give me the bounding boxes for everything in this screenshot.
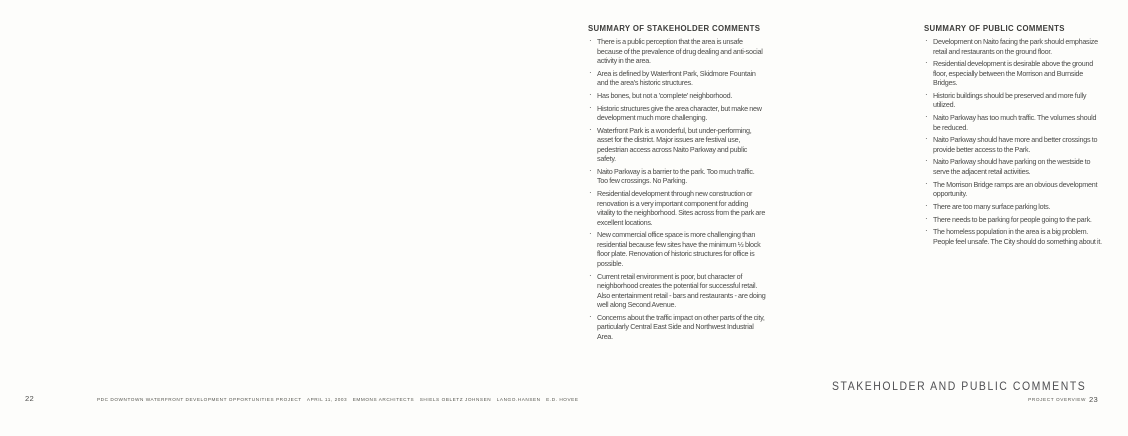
stakeholder-bullet-list xyxy=(588,37,766,341)
public-heading: SUMMARY OF PUBLIC COMMENTS xyxy=(924,24,1065,33)
page-number-left: 22 xyxy=(25,394,35,403)
bullet-icon: · xyxy=(589,124,592,134)
bullet-icon: · xyxy=(589,89,592,99)
bullet-icon: · xyxy=(925,226,928,236)
bullet-item xyxy=(924,135,1102,154)
bullet-icon: · xyxy=(925,213,928,223)
page-number-right: 23 xyxy=(1088,395,1098,404)
bullet-text: Concerns about the traffic impact on other parts of the city, particularly Central East Side and Northwest Industrial Area. xyxy=(597,312,765,341)
bullet-icon: · xyxy=(925,178,928,188)
bullet-item xyxy=(924,202,1102,212)
public-comments-section xyxy=(924,24,1102,249)
bullet-icon: · xyxy=(589,311,592,321)
bullet-text: There is a public perception that the area is unsafe because of the prevalence of drug dealing and anti-social activity in the area. xyxy=(597,37,763,65)
bullet-item xyxy=(588,37,766,66)
bullet-item xyxy=(588,104,766,123)
bullet-text: Naito Parkway has too much traffic. The volumes should be reduced. xyxy=(933,113,1097,132)
bullet-item xyxy=(588,167,766,186)
bullet-text: There needs to be parking for people going to the park. xyxy=(933,214,1092,224)
bullet-text: Historic buildings should be preserved and more fully utilized. xyxy=(933,90,1087,110)
bullet-item xyxy=(588,230,766,268)
bullet-item xyxy=(924,157,1102,176)
bullet-text: There are too many surface parking lots. xyxy=(933,201,1051,211)
bullet-icon: · xyxy=(589,102,592,112)
bullet-text: Residential development is desirable above the ground floor, especially between the Morrison and Burnside Bridges. xyxy=(933,59,1093,88)
bullet-icon: · xyxy=(589,165,592,175)
bullet-text: Residential development through new construction or renovation is a very important component for adding vitality to the neighborhood. Sites across from the park are excellent locations. xyxy=(597,189,766,227)
bullet-text: Current retail environment is poor, but character of neighborhood creates the potential for successful retail. Also entertainment retail - bars and restaurants - are doing well along Second Avenue. xyxy=(597,271,766,309)
bullet-item xyxy=(924,180,1102,199)
bullet-text: Area is defined by Waterfront Park, Skidmore Fountain and the area's historic structures. xyxy=(597,68,756,88)
bullet-text: Naito Parkway should have more and better crossings to provide better access to the Park. xyxy=(933,135,1098,154)
bullet-icon: · xyxy=(925,89,928,99)
bullet-icon: · xyxy=(589,36,592,45)
bullet-item xyxy=(588,126,766,164)
bullet-item xyxy=(588,91,766,101)
bullet-icon: · xyxy=(589,270,592,280)
bullet-icon: · xyxy=(925,200,928,210)
bullet-item xyxy=(924,227,1102,246)
bullet-text: Waterfront Park is a wonderful, but under-performing, asset for the district. Major issues are festival use, pedestrian access across Naito Parkway and public safety. xyxy=(597,125,752,164)
bullet-text: Naito Parkway is a barrier to the park. Too much traffic. Too few crossings. No Parking. xyxy=(597,166,755,186)
bullet-item xyxy=(588,313,766,342)
bullet-item xyxy=(588,189,766,227)
bullet-text: The homeless population in the area is a big problem. People feel unsafe. The City should do something about it. xyxy=(933,227,1102,246)
section-subtitle: PROJECT OVERVIEW xyxy=(1028,397,1086,402)
stakeholder-heading: SUMMARY OF STAKEHOLDER COMMENTS xyxy=(588,24,761,33)
bullet-icon: · xyxy=(925,112,928,122)
bullet-icon: · xyxy=(589,188,592,198)
bullet-icon: · xyxy=(589,229,592,239)
bullet-text: Development on Naito facing the park should emphasize retail and restaurants on the ground floor. xyxy=(933,37,1098,56)
stakeholder-comments-section xyxy=(588,24,766,344)
bullet-icon: · xyxy=(925,156,928,166)
bullet-item xyxy=(924,91,1102,110)
bullet-item xyxy=(588,69,766,88)
bullet-item xyxy=(924,113,1102,132)
section-title: STAKEHOLDER AND PUBLIC COMMENTS xyxy=(831,379,1086,393)
bullet-icon: · xyxy=(925,36,928,45)
bullet-text: New commercial office space is more challenging than residential because few sites have the minimum ½ block floor plate. Renovation of historic structures for office is possible. xyxy=(597,230,761,268)
bullet-text: Naito Parkway should have parking on the westside to serve the adjacent retail activities. xyxy=(933,157,1091,176)
footer-attribution: PDC DOWNTOWN WATERFRONT DEVELOPMENT OPPORTUNITIES PROJECT APRIL 11, 2003 EMMONS ARCHITECTS SHIELS OBLETZ JOHNSEN LANGO.HANSEN E.D. HOVEE xyxy=(97,397,579,402)
bullet-text: Has bones, but not a 'complete' neighborhood. xyxy=(597,90,733,100)
bullet-item xyxy=(924,37,1102,56)
bullet-text: Historic structures give the area character, but make new development much more challenging. xyxy=(597,103,762,123)
bullet-icon: · xyxy=(925,134,928,144)
public-bullet-list xyxy=(924,37,1102,246)
bullet-item xyxy=(924,215,1102,225)
bullet-icon: · xyxy=(925,58,928,68)
bullet-item xyxy=(924,59,1102,88)
bullet-item xyxy=(588,272,766,310)
bullet-text: The Morrison Bridge ramps are an obvious development opportunity. xyxy=(933,179,1098,199)
bullet-icon: · xyxy=(589,67,592,77)
